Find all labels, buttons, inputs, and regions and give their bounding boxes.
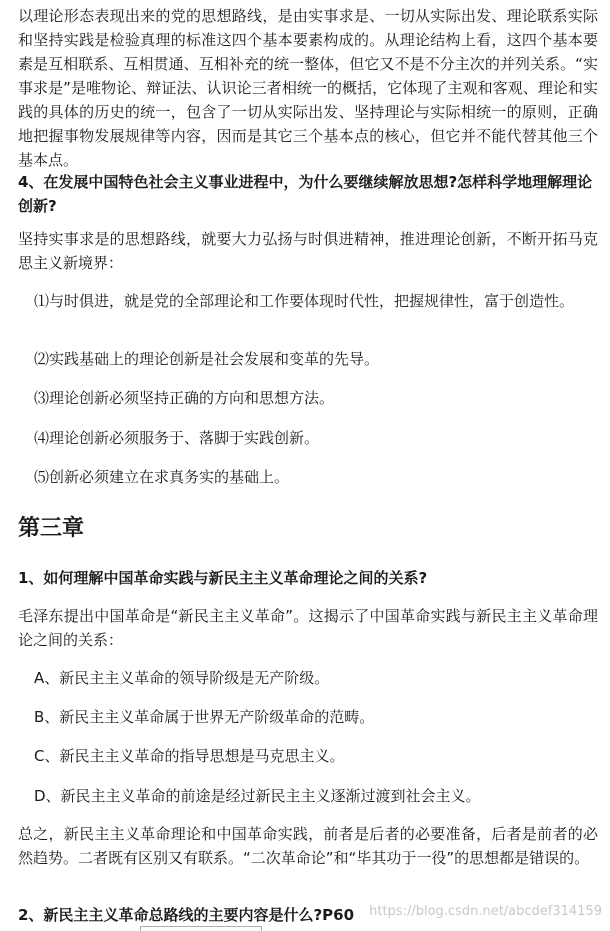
intro-paragraph: 以理论形态表现出来的党的思想路线，是由实事求是、一切从实际出发、理论联系实际和坚持实践是检验真理的标准这四个基本要素构成的。从理论结构上看，这四个基本要素是互相联系、互相贯通、互相补充的统一整体，但它又不是不分主次的并列关系。“实事求是”是唯物论、辩证法、认识论三者相统一的概括，它体现了主观和客观、理论和实践的具体的历史的统一，包含了一切从实际出发、坚持理论与实际相统一的原则，正确地把握事物发展规律等内容，因而是其它三个基本点的核心，但它并不能代替其他三个基本点。: [18, 7, 598, 169]
watermark: https://blog.csdn.net/abcdef314159: [369, 904, 602, 919]
question-4-item-2: ⑵实践基础上的理论创新是社会发展和变革的先导。: [34, 350, 380, 368]
chapter3-question-1-item-d: D、新民主主义革命的前途是经过新民主主义逐渐过渡到社会主义。: [34, 787, 481, 805]
cut-off-element: [140, 926, 262, 931]
question-4-heading: 4、在发展中国特色社会主义事业进程中，为什么要继续解放思想?怎样科学地理解理论创新?: [18, 173, 593, 215]
chapter3-question-2-heading: 2、新民主主义革命总路线的主要内容是什么?P60: [18, 906, 355, 924]
question-4-lead: 坚持实事求是的思想路线，就要大力弘扬与时俱进精神，推进理论创新，不断开拓马克思主义新境界：: [18, 230, 598, 272]
chapter3-question-1-summary: 总之，新民主主义革命理论和中国革命实践，前者是后者的必要准备，后者是前者的必然趋势。二者既有区别又有联系。“二次革命论”和“毕其功于一役”的思想都是错误的。: [18, 825, 598, 867]
chapter3-question-1-item-b: B、新民主主义革命属于世界无产阶级革命的范畴。: [34, 708, 375, 726]
chapter3-question-1-item-a: A、新民主主义革命的领导阶级是无产阶级。: [34, 669, 330, 687]
question-4-item-3: ⑶理论创新必须坚持正确的方向和思想方法。: [34, 389, 335, 407]
question-4-item-4: ⑷理论创新必须服务于、落脚于实践创新。: [34, 429, 320, 447]
chapter3-question-1-item-c: C、新民主主义革命的指导思想是马克思主义。: [34, 747, 345, 765]
chapter-title: 第三章: [18, 516, 85, 541]
question-4-item-1: ⑴与时俱进，就是党的全部理论和工作要体现时代性，把握规律性，富于创造性。: [34, 292, 575, 310]
chapter3-question-1-lead: 毛泽东提出中国革命是“新民主主义革命”。这揭示了中国革命实践与新民主主义革命理论之间的关系：: [18, 607, 598, 649]
chapter3-question-1-heading: 1、如何理解中国革命实践与新民主主义革命理论之间的关系?: [18, 569, 428, 587]
question-4-item-5: ⑸创新必须建立在求真务实的基础上。: [34, 468, 290, 486]
